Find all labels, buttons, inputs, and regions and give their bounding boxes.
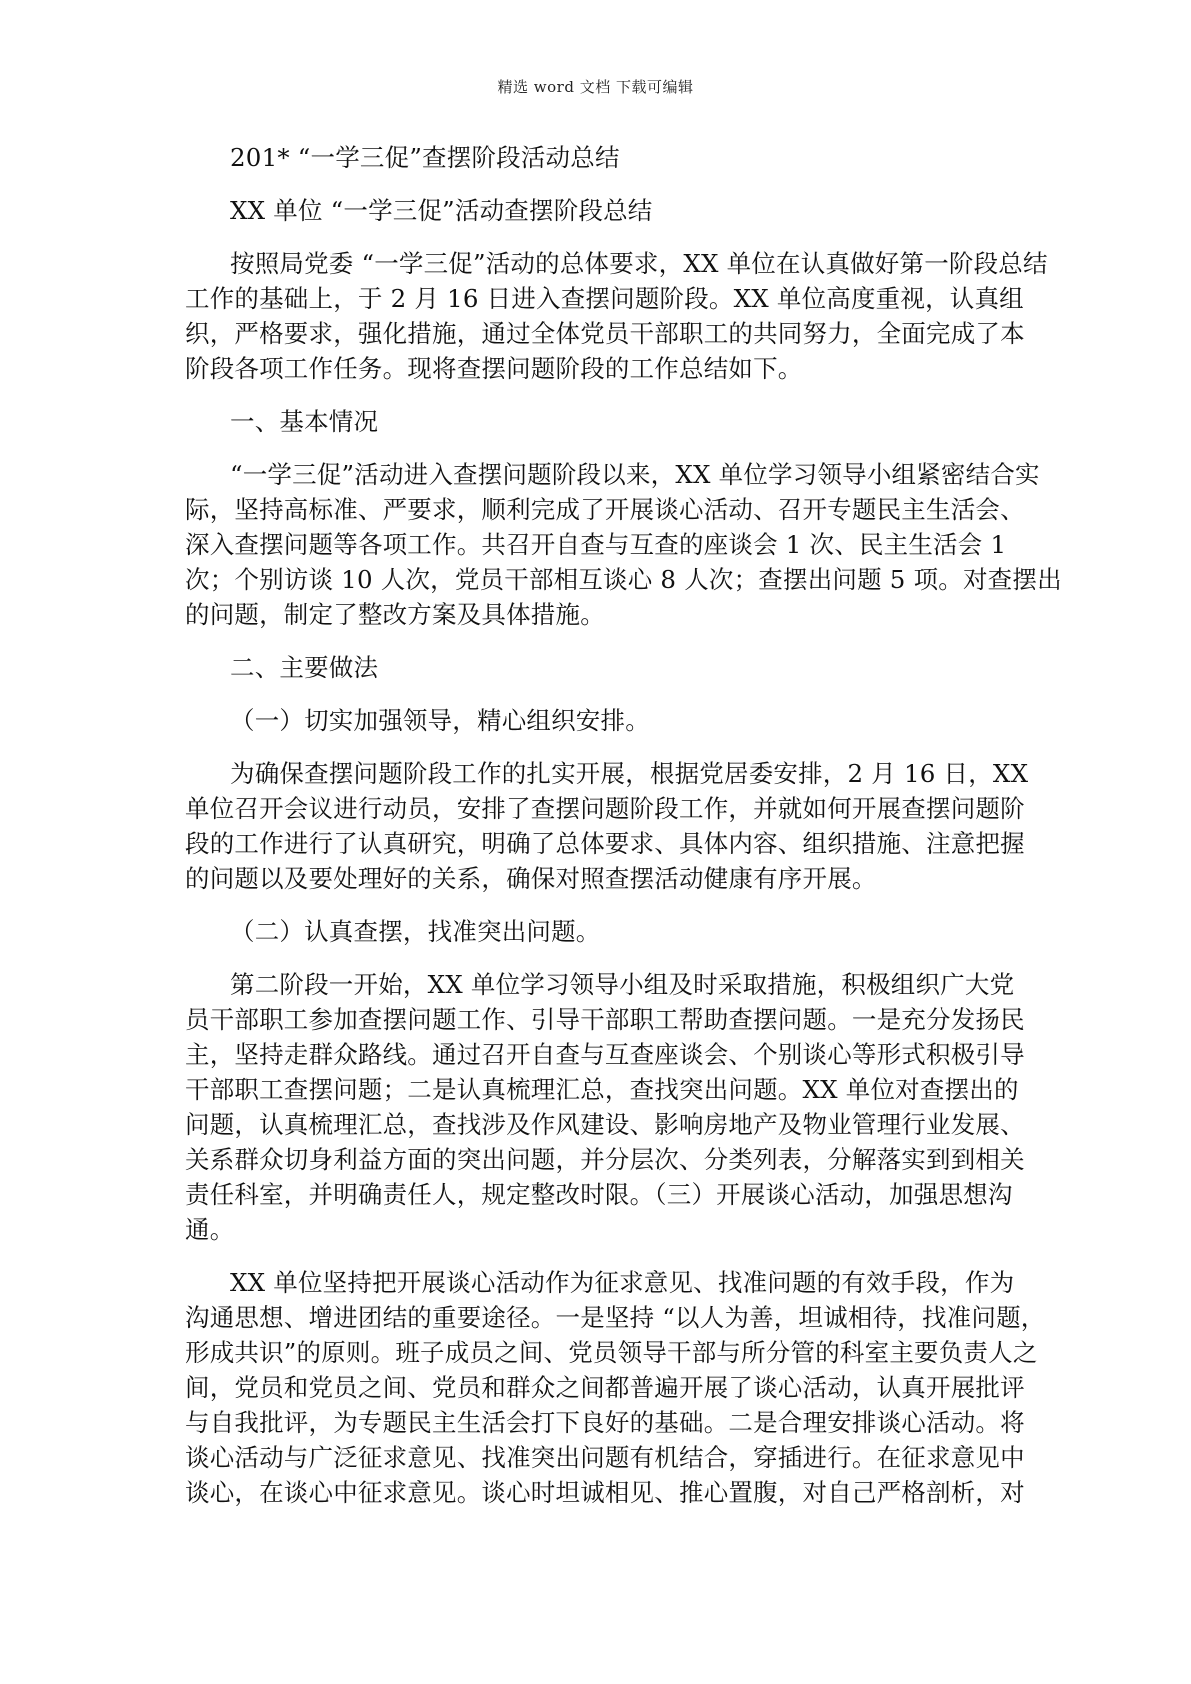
document-title: 201* “一学三促”查摆阶段活动总结: [230, 143, 620, 172]
paragraph-line: 干部职工查摆问题；二是认真梳理汇总，查找突出问题。XX 单位对查摆出的: [185, 1075, 1019, 1104]
document-body: [185, 140, 1062, 1510]
sub2-paragraph: [185, 967, 1025, 1247]
paragraph-line: 员干部职工参加查摆问题工作、引导干部职工帮助查摆问题。一是充分发扬民: [185, 1005, 1025, 1034]
section-heading: 一、基本情况: [230, 407, 379, 436]
paragraph-line: 间，党员和党员之间、党员和群众之间都普遍开展了谈心活动，认真开展批评: [185, 1373, 1025, 1402]
sub3-paragraph: [185, 1265, 1046, 1510]
intro-paragraph: [185, 246, 1048, 386]
section1-paragraph: [185, 457, 1062, 632]
paragraph-line: 谈心，在谈心中征求意见。谈心时坦诚相见、推心置腹，对自己严格剖析，对: [185, 1478, 1025, 1507]
paragraph-line: 的问题，制定了整改方案及具体措施。: [185, 600, 605, 629]
sub1-paragraph: [185, 756, 1029, 896]
paragraph-line: 段的工作进行了认真研究，明确了总体要求、具体内容、组织措施、注意把握: [185, 829, 1025, 858]
document-subtitle: XX 单位 “一学三促”活动查摆阶段总结: [230, 196, 653, 225]
paragraph-line: 问题，认真梳理汇总，查找涉及作风建设、影响房地产及物业管理行业发展、: [185, 1110, 1025, 1139]
paragraph-line: 的问题以及要处理好的关系，确保对照查摆活动健康有序开展。: [185, 864, 877, 893]
paragraph-line: “一学三促”活动进入查摆问题阶段以来，XX 单位学习领导小组紧密结合实: [230, 460, 1040, 489]
paragraph-line: 关系群众切身利益方面的突出问题，并分层次、分类列表，分解落实到到相关: [185, 1145, 1025, 1174]
paragraph-line: 谈心活动与广泛征求意见、找准突出问题有机结合，穿插进行。在征求意见中: [185, 1443, 1025, 1472]
subsection-heading: （一）切实加强领导，精心组织安排。: [230, 706, 650, 735]
paragraph-line: XX 单位坚持把开展谈心活动作为征求意见、找准问题的有效手段，作为: [230, 1268, 1015, 1297]
paragraph-line: 单位召开会议进行动员，安排了查摆问题阶段工作，并就如何开展查摆问题阶: [185, 794, 1025, 823]
page-header: 精选 word 文档 下载可编辑: [497, 78, 694, 96]
paragraph-line: 次；个别访谈 10 人次，党员干部相互谈心 8 人次；查摆出问题 5 项。对查摆出: [185, 565, 1062, 594]
paragraph-line: 责任科室，并明确责任人，规定整改时限。（三）开展谈心活动，加强思想沟: [185, 1180, 1013, 1209]
paragraph-line: 深入查摆问题等各项工作。共召开自查与互查的座谈会 1 次、民主生活会 1: [185, 530, 1007, 559]
paragraph-line: 主，坚持走群众路线。通过召开自查与互查座谈会、个别谈心等形式积极引导: [185, 1040, 1025, 1069]
paragraph-line: 阶段各项工作任务。现将查摆问题阶段的工作总结如下。: [185, 354, 803, 383]
paragraph-line: 与自我批评，为专题民主生活会打下良好的基础。二是合理安排谈心活动。将: [185, 1408, 1025, 1437]
paragraph-line: 织，严格要求，强化措施，通过全体党员干部职工的共同努力，全面完成了本: [185, 319, 1025, 348]
paragraph-line: 沟通思想、增进团结的重要途径。一是坚持 “以人为善，坦诚相待，找准问题，: [185, 1303, 1046, 1332]
paragraph-line: 为确保查摆问题阶段工作的扎实开展，根据党居委安排，2 月 16 日，XX: [230, 759, 1029, 788]
paragraph-line: 形成共识”的原则。班子成员之间、党员领导干部与所分管的科室主要负责人之: [185, 1338, 1038, 1367]
paragraph-line: 按照局党委 “一学三促”活动的总体要求，XX 单位在认真做好第一阶段总结: [230, 249, 1048, 278]
paragraph-line: 第二阶段一开始，XX 单位学习领导小组及时采取措施，积极组织广大党: [230, 970, 1015, 999]
section-heading: 二、主要做法: [230, 653, 379, 682]
paragraph-line: 通。: [185, 1215, 235, 1244]
paragraph-line: 际，坚持高标准、严要求，顺利完成了开展谈心活动、召开专题民主生活会、: [185, 495, 1025, 524]
paragraph-line: 工作的基础上，于 2 月 16 日进入查摆问题阶段。XX 单位高度重视，认真组: [185, 284, 1024, 313]
subsection-heading: （二）认真查摆，找准突出问题。: [230, 917, 601, 946]
